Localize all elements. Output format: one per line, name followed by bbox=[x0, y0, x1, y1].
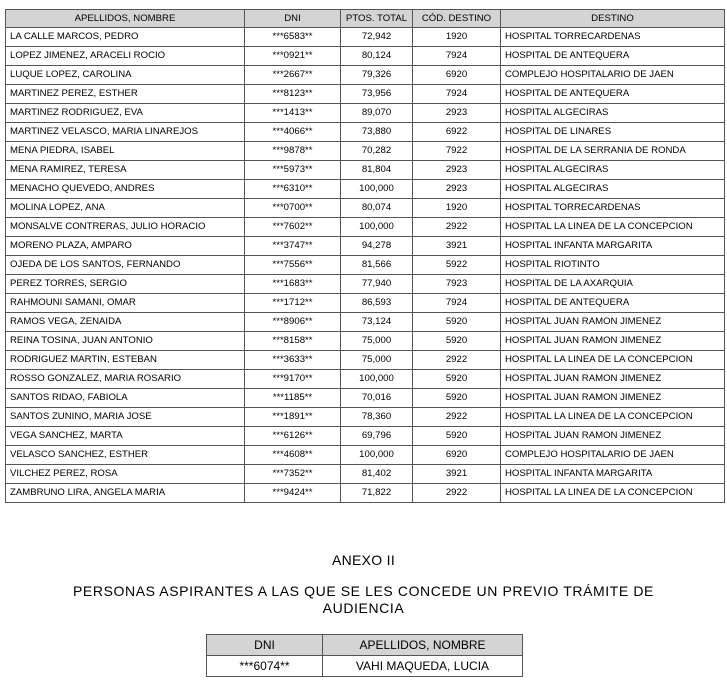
table-body bbox=[6, 28, 725, 503]
cell-dni: ***0700** bbox=[245, 199, 341, 218]
cell-dni: ***9424** bbox=[245, 484, 341, 503]
cell-code: 7922 bbox=[413, 142, 501, 161]
cell-code: 7923 bbox=[413, 275, 501, 294]
header-dni: DNI bbox=[245, 10, 341, 28]
cell-dni: ***3747** bbox=[245, 237, 341, 256]
header-points: PTOS. TOTAL bbox=[341, 10, 413, 28]
cell-destination: HOSPITAL ALGECIRAS bbox=[501, 104, 725, 123]
cell-destination: HOSPITAL JUAN RAMON JIMENEZ bbox=[501, 313, 725, 332]
cell-code: 2923 bbox=[413, 180, 501, 199]
cell-code: 2922 bbox=[413, 484, 501, 503]
cell-dni: ***7352** bbox=[245, 465, 341, 484]
cell-points: 73,880 bbox=[341, 123, 413, 142]
cell-dni: ***1683** bbox=[245, 275, 341, 294]
cell-destination: HOSPITAL RIOTINTO bbox=[501, 256, 725, 275]
cell-dni: ***9878** bbox=[245, 142, 341, 161]
cell-name: MENA PIEDRA, ISABEL bbox=[6, 142, 245, 161]
table-row bbox=[6, 465, 725, 484]
cell-dni: ***6126** bbox=[245, 427, 341, 446]
table-row bbox=[6, 408, 725, 427]
cell-destination: HOSPITAL DE LA SERRANIA DE RONDA bbox=[501, 142, 725, 161]
annex-cell-dni: ***6074** bbox=[207, 656, 323, 677]
cell-dni: ***1185** bbox=[245, 389, 341, 408]
header-destination: DESTINO bbox=[501, 10, 725, 28]
cell-points: 71,822 bbox=[341, 484, 413, 503]
cell-code: 7924 bbox=[413, 85, 501, 104]
cell-destination: HOSPITAL LA LINEA DE LA CONCEPCION bbox=[501, 218, 725, 237]
cell-dni: ***0921** bbox=[245, 47, 341, 66]
cell-name: LA CALLE MARCOS, PEDRO bbox=[6, 28, 245, 47]
cell-points: 79,326 bbox=[341, 66, 413, 85]
cell-name: MOLINA LOPEZ, ANA bbox=[6, 199, 245, 218]
table-row bbox=[6, 294, 725, 313]
cell-code: 2923 bbox=[413, 161, 501, 180]
annex-header-name: APELLIDOS, NOMBRE bbox=[323, 635, 523, 656]
cell-destination: HOSPITAL DE LINARES bbox=[501, 123, 725, 142]
cell-destination: COMPLEJO HOSPITALARIO DE JAEN bbox=[501, 446, 725, 465]
annex-title: ANEXO II bbox=[331, 552, 396, 568]
table-row bbox=[6, 313, 725, 332]
cell-points: 80,074 bbox=[341, 199, 413, 218]
cell-code: 2923 bbox=[413, 104, 501, 123]
cell-code: 2922 bbox=[413, 408, 501, 427]
table-row bbox=[6, 104, 725, 123]
annex-cell-name: VAHI MAQUEDA, LUCIA bbox=[323, 656, 523, 677]
cell-points: 69,796 bbox=[341, 427, 413, 446]
cell-dni: ***6310** bbox=[245, 180, 341, 199]
cell-destination: HOSPITAL LA LINEA DE LA CONCEPCION bbox=[501, 351, 725, 370]
annex-table-body bbox=[207, 656, 523, 677]
cell-dni: ***8123** bbox=[245, 85, 341, 104]
cell-code: 5922 bbox=[413, 256, 501, 275]
cell-dni: ***3633** bbox=[245, 351, 341, 370]
cell-name: SANTOS RIDAO, FABIOLA bbox=[6, 389, 245, 408]
cell-code: 7924 bbox=[413, 47, 501, 66]
cell-name: OJEDA DE LOS SANTOS, FERNANDO bbox=[6, 256, 245, 275]
annex-subtitle: PERSONAS ASPIRANTES A LAS QUE SE LES CONCEDE UN PREVIO TRÁMITE DE AUDIENCIA bbox=[72, 583, 654, 616]
table-row bbox=[6, 199, 725, 218]
cell-points: 73,124 bbox=[341, 313, 413, 332]
cell-destination: HOSPITAL ALGECIRAS bbox=[501, 180, 725, 199]
table-row bbox=[6, 161, 725, 180]
cell-points: 77,940 bbox=[341, 275, 413, 294]
cell-dni: ***1891** bbox=[245, 408, 341, 427]
cell-dni: ***5973** bbox=[245, 161, 341, 180]
cell-destination: HOSPITAL INFANTA MARGARITA bbox=[501, 465, 725, 484]
cell-destination: HOSPITAL LA LINEA DE LA CONCEPCION bbox=[501, 408, 725, 427]
cell-points: 70,282 bbox=[341, 142, 413, 161]
header-name: APELLIDOS, NOMBRE bbox=[6, 10, 245, 28]
cell-points: 80,124 bbox=[341, 47, 413, 66]
annex-header-dni: DNI bbox=[207, 635, 323, 656]
cell-name: MENACHO QUEVEDO, ANDRES bbox=[6, 180, 245, 199]
cell-dni: ***1413** bbox=[245, 104, 341, 123]
cell-code: 7924 bbox=[413, 294, 501, 313]
cell-destination: HOSPITAL LA LINEA DE LA CONCEPCION bbox=[501, 484, 725, 503]
cell-dni: ***6583** bbox=[245, 28, 341, 47]
table-row bbox=[6, 370, 725, 389]
cell-dni: ***1712** bbox=[245, 294, 341, 313]
table-row bbox=[6, 332, 725, 351]
cell-dni: ***4066** bbox=[245, 123, 341, 142]
cell-dni: ***2667** bbox=[245, 66, 341, 85]
cell-name: VILCHEZ PEREZ, ROSA bbox=[6, 465, 245, 484]
cell-code: 5920 bbox=[413, 332, 501, 351]
cell-dni: ***9170** bbox=[245, 370, 341, 389]
cell-dni: ***7602** bbox=[245, 218, 341, 237]
cell-destination: HOSPITAL JUAN RAMON JIMENEZ bbox=[501, 332, 725, 351]
cell-destination: HOSPITAL DE ANTEQUERA bbox=[501, 294, 725, 313]
table-header-row bbox=[6, 10, 725, 28]
cell-code: 1920 bbox=[413, 28, 501, 47]
table-row bbox=[6, 180, 725, 199]
cell-code: 6920 bbox=[413, 446, 501, 465]
table-row bbox=[6, 123, 725, 142]
cell-points: 100,000 bbox=[341, 180, 413, 199]
table-row bbox=[6, 47, 725, 66]
annex-table bbox=[206, 634, 523, 677]
cell-name: RAHMOUNI SAMANI, OMAR bbox=[6, 294, 245, 313]
cell-name: LUQUE LOPEZ, CAROLINA bbox=[6, 66, 245, 85]
cell-name: ZAMBRUNO LIRA, ANGELA MARIA bbox=[6, 484, 245, 503]
table-row bbox=[6, 85, 725, 104]
cell-points: 81,402 bbox=[341, 465, 413, 484]
cell-name: LOPEZ JIMENEZ, ARACELI ROCIO bbox=[6, 47, 245, 66]
table-row bbox=[6, 275, 725, 294]
cell-destination: HOSPITAL INFANTA MARGARITA bbox=[501, 237, 725, 256]
table-row bbox=[6, 351, 725, 370]
cell-points: 86,593 bbox=[341, 294, 413, 313]
cell-code: 2922 bbox=[413, 218, 501, 237]
cell-points: 100,000 bbox=[341, 370, 413, 389]
annex-header-row bbox=[207, 635, 523, 656]
table-row bbox=[6, 237, 725, 256]
cell-dni: ***8906** bbox=[245, 313, 341, 332]
table-row bbox=[6, 427, 725, 446]
cell-name: SANTOS ZUNINO, MARIA JOSE bbox=[6, 408, 245, 427]
table-row bbox=[6, 66, 725, 85]
cell-dni: ***7556** bbox=[245, 256, 341, 275]
cell-name: VELASCO SANCHEZ, ESTHER bbox=[6, 446, 245, 465]
assignments-table bbox=[5, 9, 725, 503]
table-row bbox=[6, 28, 725, 47]
cell-points: 94,278 bbox=[341, 237, 413, 256]
cell-destination: COMPLEJO HOSPITALARIO DE JAEN bbox=[501, 66, 725, 85]
cell-destination: HOSPITAL DE ANTEQUERA bbox=[501, 47, 725, 66]
cell-name: MARTINEZ PEREZ, ESTHER bbox=[6, 85, 245, 104]
cell-destination: HOSPITAL JUAN RAMON JIMENEZ bbox=[501, 370, 725, 389]
cell-name: MARTINEZ RODRIGUEZ, EVA bbox=[6, 104, 245, 123]
cell-points: 81,804 bbox=[341, 161, 413, 180]
cell-destination: HOSPITAL JUAN RAMON JIMENEZ bbox=[501, 427, 725, 446]
cell-code: 2922 bbox=[413, 351, 501, 370]
cell-code: 5920 bbox=[413, 389, 501, 408]
cell-name: PEREZ TORRES, SERGIO bbox=[6, 275, 245, 294]
table-row bbox=[6, 446, 725, 465]
cell-points: 89,070 bbox=[341, 104, 413, 123]
cell-code: 6920 bbox=[413, 66, 501, 85]
cell-destination: HOSPITAL JUAN RAMON JIMENEZ bbox=[501, 389, 725, 408]
table-row bbox=[6, 142, 725, 161]
cell-destination: HOSPITAL TORRECARDENAS bbox=[501, 199, 725, 218]
cell-code: 5920 bbox=[413, 427, 501, 446]
cell-name: MORENO PLAZA, AMPARO bbox=[6, 237, 245, 256]
cell-destination: HOSPITAL DE LA AXARQUIA bbox=[501, 275, 725, 294]
cell-points: 100,000 bbox=[341, 218, 413, 237]
cell-code: 6922 bbox=[413, 123, 501, 142]
cell-dni: ***8158** bbox=[245, 332, 341, 351]
cell-name: MARTINEZ VELASCO, MARIA LINAREJOS bbox=[6, 123, 245, 142]
cell-destination: HOSPITAL ALGECIRAS bbox=[501, 161, 725, 180]
cell-points: 81,566 bbox=[341, 256, 413, 275]
cell-name: REINA TOSINA, JUAN ANTONIO bbox=[6, 332, 245, 351]
cell-dni: ***4608** bbox=[245, 446, 341, 465]
table-row bbox=[6, 484, 725, 503]
cell-code: 5920 bbox=[413, 370, 501, 389]
cell-name: RODRIGUEZ MARTIN, ESTEBAN bbox=[6, 351, 245, 370]
header-code: CÓD. DESTINO bbox=[413, 10, 501, 28]
cell-points: 100,000 bbox=[341, 446, 413, 465]
cell-code: 5920 bbox=[413, 313, 501, 332]
cell-destination: HOSPITAL TORRECARDENAS bbox=[501, 28, 725, 47]
cell-points: 70,016 bbox=[341, 389, 413, 408]
cell-name: MONSALVE CONTRERAS, JULIO HORACIO bbox=[6, 218, 245, 237]
table-row bbox=[6, 256, 725, 275]
cell-points: 73,956 bbox=[341, 85, 413, 104]
cell-points: 78,360 bbox=[341, 408, 413, 427]
cell-points: 72,942 bbox=[341, 28, 413, 47]
cell-points: 75,000 bbox=[341, 332, 413, 351]
cell-name: ROSSO GONZALEZ, MARIA ROSARIO bbox=[6, 370, 245, 389]
cell-code: 3921 bbox=[413, 237, 501, 256]
cell-points: 75,000 bbox=[341, 351, 413, 370]
table-row bbox=[6, 218, 725, 237]
cell-code: 3921 bbox=[413, 465, 501, 484]
cell-name: RAMOS VEGA, ZENAIDA bbox=[6, 313, 245, 332]
annex-row bbox=[207, 656, 523, 677]
cell-name: MENA RAMIREZ, TERESA bbox=[6, 161, 245, 180]
cell-code: 1920 bbox=[413, 199, 501, 218]
cell-name: VEGA SANCHEZ, MARTA bbox=[6, 427, 245, 446]
table-row bbox=[6, 389, 725, 408]
cell-destination: HOSPITAL DE ANTEQUERA bbox=[501, 85, 725, 104]
